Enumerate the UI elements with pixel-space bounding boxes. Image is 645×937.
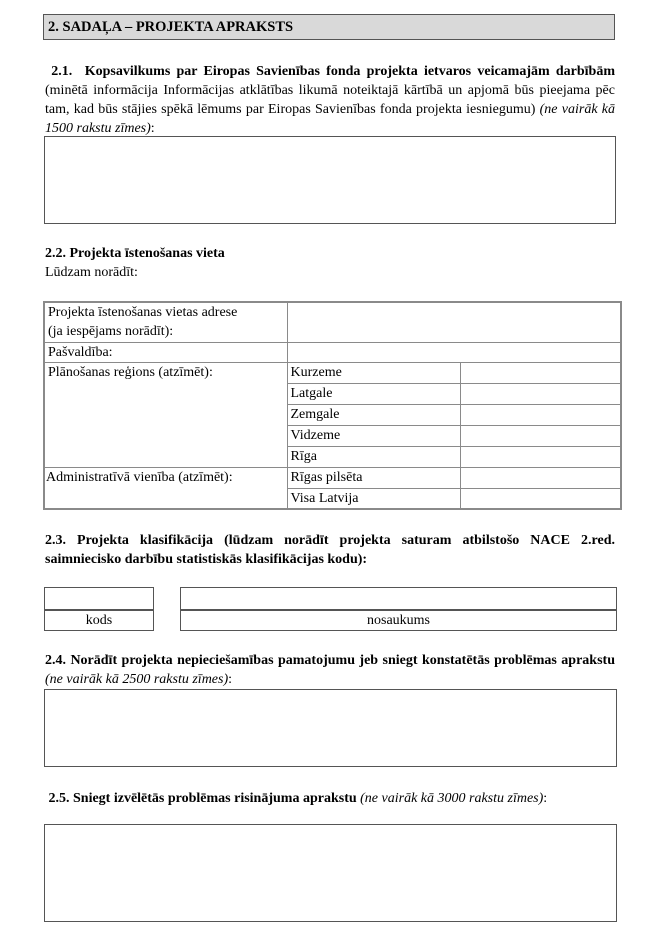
region-zemgale-checkbox[interactable] xyxy=(460,404,621,425)
question-2-2-title: 2.2. Projekta īstenošanas vieta xyxy=(45,246,225,261)
table-row xyxy=(44,467,621,488)
answer-2-5-textarea[interactable] xyxy=(44,824,617,922)
question-2-1 xyxy=(45,62,615,138)
table-row xyxy=(44,302,621,342)
question-2-4-limit: (ne vairāk kā 2500 rakstu zīmes) xyxy=(45,672,229,687)
region-riga-checkbox[interactable] xyxy=(460,446,621,467)
question-2-1-suffix: : xyxy=(150,121,155,136)
question-2-4-title: 2.4. Norādīt projekta nepieciešamības pamatojumu jeb sniegt konstatētās problēmas aprakstu xyxy=(45,653,615,668)
admin-unit-riga-city-label: Rīgas pilsēta xyxy=(287,467,460,488)
question-2-1-number: 2.1. xyxy=(51,64,73,79)
question-2-5-title: 2.5. Sniegt izvēlētās problēmas risinājuma aprakstu xyxy=(48,791,357,806)
admin-unit-riga-city-checkbox[interactable] xyxy=(460,467,621,488)
region-label: Plānošanas reģions (atzīmēt): xyxy=(44,362,287,467)
question-2-1-limit: (ne vairāk kā 1500 rakstu zīmes) xyxy=(45,102,616,136)
nace-name-label: nosaukums xyxy=(180,610,617,631)
region-zemgale-label: Zemgale xyxy=(287,404,460,425)
question-2-5-suffix: : xyxy=(543,791,548,806)
table-row xyxy=(44,342,621,362)
region-riga-label: Rīga xyxy=(287,446,460,467)
address-label-line1: Projekta īstenošanas vietas adrese xyxy=(48,305,238,320)
nace-code-label: kods xyxy=(44,610,154,631)
municipality-label: Pašvaldība: xyxy=(44,342,287,362)
answer-2-1-textarea[interactable] xyxy=(44,136,616,224)
address-input[interactable] xyxy=(287,302,621,342)
nace-code-input[interactable] xyxy=(44,587,154,610)
region-vidzeme-checkbox[interactable] xyxy=(460,425,621,446)
address-label-line2: (ja iespējams norādīt): xyxy=(48,324,174,339)
question-2-4-suffix: : xyxy=(228,672,233,687)
question-2-5 xyxy=(45,789,615,808)
admin-unit-all-latvia-label: Visa Latvija xyxy=(287,488,460,509)
question-2-4 xyxy=(45,651,615,689)
answer-2-4-textarea[interactable] xyxy=(44,689,617,767)
municipality-input[interactable] xyxy=(287,342,621,362)
question-2-5-limit: (ne vairāk kā 3000 rakstu zīmes) xyxy=(360,791,544,806)
question-2-1-title: Kopsavilkums par Eiropas Savienības fonda projekta ietvaros veicamajām darbībām xyxy=(84,64,616,79)
region-kurzeme-checkbox[interactable] xyxy=(460,362,621,383)
table-row xyxy=(44,362,621,383)
admin-unit-label: Administratīvā vienība (atzīmēt): xyxy=(44,467,287,509)
region-latgale-checkbox[interactable] xyxy=(460,383,621,404)
nace-name-input[interactable] xyxy=(180,587,617,610)
admin-unit-all-latvia-checkbox[interactable] xyxy=(460,488,621,509)
region-latgale-label: Latgale xyxy=(287,383,460,404)
question-2-2-subtitle: Lūdzam norādīt: xyxy=(45,265,138,280)
question-2-1-text: (minētā informācija Informācijas atklātības likumā noteiktajā kārtībā un apjomā būs pieejama pēc tam, kad būs stājies spēkā lēmums par Eiropas Savienības fonda projekta iesniegumu) xyxy=(45,83,615,117)
region-vidzeme-label: Vidzeme xyxy=(287,425,460,446)
question-2-3-title: 2.3. Projekta klasifikācija (lūdzam norādīt projekta saturam atbilstošo NACE 2.red. saimniecisko darbību statistiskās klasifikācijas kodu): xyxy=(45,533,615,567)
region-kurzeme-label: Kurzeme xyxy=(287,362,460,383)
address-label xyxy=(44,302,287,342)
section-header: 2. SADAĻA – PROJEKTA APRAKSTS xyxy=(43,14,615,40)
location-table xyxy=(43,301,622,510)
